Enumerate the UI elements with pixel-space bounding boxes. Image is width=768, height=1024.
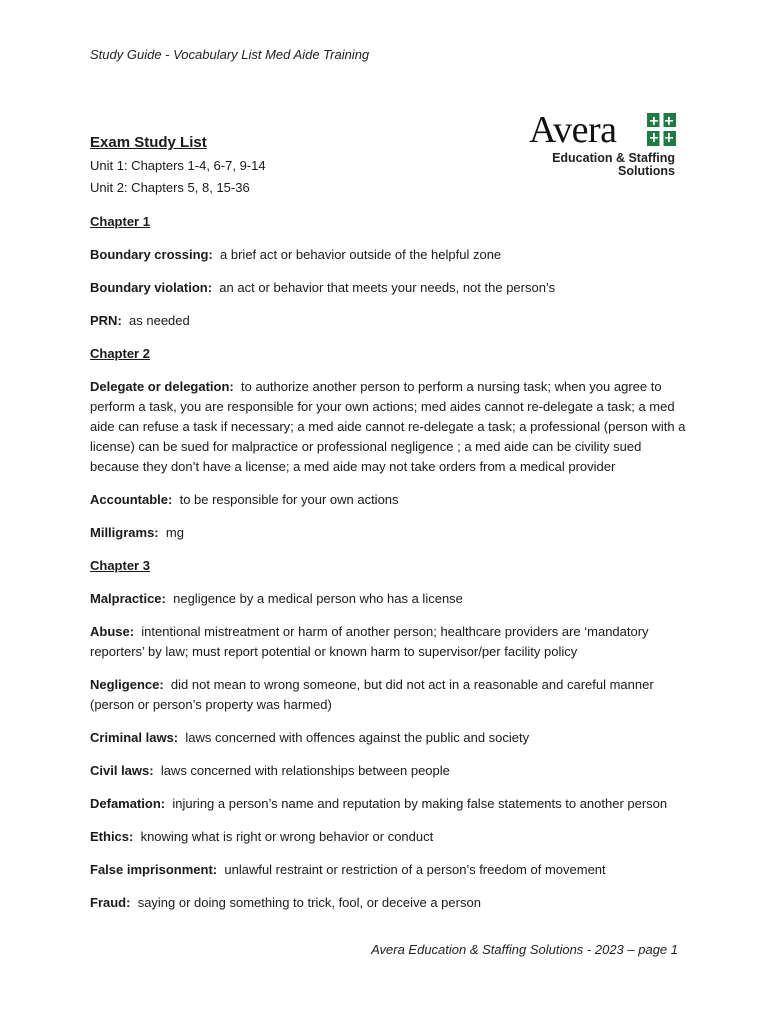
logo-subtitle-line1: Education & Staffing: [552, 151, 675, 165]
vocab-definition: injuring a person’s name and reputation by making false statements to another person: [172, 796, 668, 811]
vocab-entry: [90, 827, 690, 847]
vocab-entry: [90, 761, 690, 781]
vocab-definition: saying or doing something to trick, fool, or deceive a person: [137, 895, 481, 910]
vocab-term: False imprisonment:: [90, 862, 218, 877]
vocab-term: Boundary violation:: [90, 280, 213, 295]
header-note: Study Guide - Vocabulary List Med Aide Training: [90, 47, 370, 62]
vocab-term: Accountable:: [90, 492, 173, 507]
vocab-entry: [90, 622, 690, 662]
vocab-term: Civil laws:: [90, 763, 154, 778]
document-body: [90, 132, 690, 913]
vocab-definition: an act or behavior that meets your needs, not the person’s: [219, 280, 556, 295]
vocab-entry: [90, 675, 690, 715]
vocab-entry: [90, 523, 690, 543]
vocab-term: Malpractice:: [90, 591, 166, 606]
vocab-definition: negligence by a medical person who has a license: [173, 591, 463, 606]
vocab-entry: [90, 893, 690, 913]
vocab-entry: [90, 794, 690, 814]
vocab-definition: laws concerned with offences against the public and society: [185, 730, 530, 745]
vocab-term: Negligence:: [90, 677, 164, 692]
vocab-entry: [90, 728, 690, 748]
vocab-definition: knowing what is right or wrong behavior or conduct: [140, 829, 434, 844]
vocab-term: Defamation:: [90, 796, 166, 811]
vocab-definition: intentional mistreatment or harm of another person; healthcare providers are ‘mandatory reporters’ by law; must report potential or known harm to supervisor/per facility policy: [90, 624, 649, 659]
vocab-entry: [90, 860, 690, 880]
unit-line-2: Unit 2: Chapters 5, 8, 15-36: [90, 180, 250, 195]
vocab-term: Boundary crossing:: [90, 247, 213, 262]
vocab-definition: did not mean to wrong someone, but did not act in a reasonable and careful manner (person or person’s property was harmed): [90, 677, 654, 712]
chapter-heading-3: Chapter 3: [90, 558, 150, 573]
vocab-term: PRN:: [90, 313, 122, 328]
vocab-definition: as needed: [129, 313, 190, 328]
page-title: Exam Study List: [90, 134, 207, 151]
vocab-term: Fraud:: [90, 895, 131, 910]
vocab-definition: mg: [165, 525, 184, 540]
logo-wordmark: Avera: [529, 109, 617, 151]
vocab-definition: to be responsible for your own actions: [179, 492, 399, 507]
vocab-entry: [90, 490, 690, 510]
vocab-entry: [90, 245, 690, 265]
vocab-definition: to authorize another person to perform a nursing task; when you agree to perform a task, you are responsible for your own actions; med aides cannot re-delegate a task; a med aide can refuse a task if necessary; a med aide cannot re-delegate a task; a professional (person with a license) can be sued for malpractice or professional negligence ; a med aide can be civility sued because they don’t have a license; a med aide may not take orders from a medical provider: [90, 379, 686, 474]
vocab-entry: [90, 278, 690, 298]
vocab-definition: unlawful restraint or restriction of a person’s freedom of movement: [224, 862, 606, 877]
logo-subtitle-line2: Solutions: [618, 164, 675, 178]
vocab-term: Criminal laws:: [90, 730, 179, 745]
vocab-term: Abuse:: [90, 624, 135, 639]
chapter-heading-1: Chapter 1: [90, 214, 150, 229]
chapter-heading-2: Chapter 2: [90, 346, 150, 361]
vocab-entry: [90, 377, 690, 477]
vocab-definition: laws concerned with relationships between people: [160, 763, 450, 778]
vocab-definition: a brief act or behavior outside of the helpful zone: [220, 247, 502, 262]
vocab-term: Milligrams:: [90, 525, 159, 540]
unit-line-1: Unit 1: Chapters 1-4, 6-7, 9-14: [90, 158, 266, 173]
vocab-term: Delegate or delegation:: [90, 379, 234, 394]
vocab-entry: [90, 311, 690, 331]
vocab-entry: [90, 589, 690, 609]
page-footer: Avera Education & Staffing Solutions - 2023 – page 1: [371, 942, 678, 957]
vocab-term: Ethics:: [90, 829, 134, 844]
